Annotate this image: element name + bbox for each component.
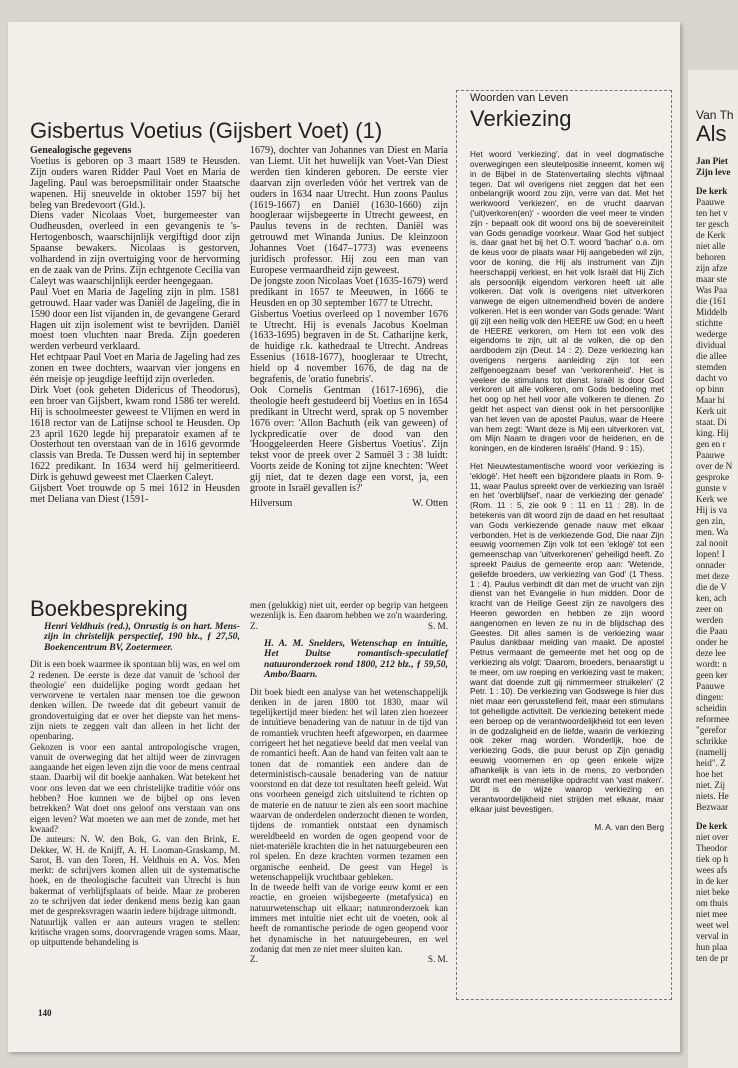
facing-page-line: dividual: [696, 340, 727, 350]
facing-page-line: niet alle: [696, 241, 726, 251]
review2-sig-left: Z.: [250, 954, 258, 965]
facing-page-line: wees afs: [696, 865, 728, 875]
facing-page-line: de Kerk: [696, 230, 726, 240]
article-place: Hilversum: [250, 498, 293, 509]
article-paragraph: Voetius is geboren op 3 maart 1589 te Heusden. Zijn ouders waren Ridder Paul Voet en Maria de Jageling. Paul was beroepsmilitair onder Staatsche wapenen. Hij sneuvelde in oktober 1597 bij het beleg van Bredevoort (Gld.).: [30, 155, 240, 211]
review-paragraph: De auteurs: N. W. den Bok, G. van den Brink, E. Dekker, W. H. de Knijff, A. H. Looman-Graskamp, M. Sarot, B. van den Toren, H. Veldhuis en A. Vos. Men merkt: de schrijvers komen allen uit de systematische hoek, en de theologische faculteit van Utrecht is hun bakermat of verblijfsplaats of beide. Maar ze proberen zo te schrijven dat ieder denkend mens bezig kan gaan met de gespreksvragen waarin iedere bijdrage uitmondt.: [30, 834, 240, 917]
facing-page-fragment: [688, 70, 738, 1068]
facing-page-line: niet. Zij: [696, 780, 726, 790]
facing-page-line: Zijn leve: [696, 167, 731, 177]
facing-page-line: ken, ach: [696, 593, 727, 603]
article-paragraph: Diens vader Nicolaas Voet, burgemeester van Oudheusden, overleed in een gevangenis te 's-Hertogenbosch, waarschijnlijk vergiftigd door zijn Spaanse bewakers. Nicolaas is gestorven, volhardend in zijn overtuiging voor de hervorming en de zaak van de Prins. Zijn echtgenote Cecilia van Caleyt was waarschijnlijk eerder heengegaan.: [30, 210, 240, 287]
article-author: W. Otten: [412, 498, 448, 509]
facing-page-line: met deze: [696, 571, 729, 581]
facing-page-line: deze lee: [696, 648, 726, 658]
woorden-author: M. A. van den Berg: [594, 822, 664, 832]
woorden-paragraph: Het woord 'verkiezing', dat in veel dogmatische overwegingen een sleutelpositie inneemt, komen wij in de Bijbel in de Statenvertaling slechts vijfmaal tegen. Dat wil overigens niet zeggen dat het een onbelangrijk woord zou zijn, verre van dat. Met het werkwoord 'verkiezen', en de vrucht daarvan ('uit)verkoren(en)' - woorden die veel meer te vinden zijn - bepaalt ook dit woord ons bij de soevereiniteit van Gods genadige voorkeur. Waar God het subject is, daar gaat het bij het O.T. woord 'bachar' o.a. om de keus voor de plaats waar Hij aangebeden wil zijn, voor de koning, die Hij als instrument van Zijn heerschappij verkiest, en het volk Israël dat Hij Zich als persoonlijk eigendom verkoren heeft uit alle volkeren. Dat volk is overigens niet uitverkoren vanwege de eigen uitnemendheid boven de andere volkeren. Het is een wonder van Gods genade: 'Want gij zijt een heilig volk den HEERE uw God; en u heeft de HEERE verkoren, om Hem tot een volk des eigendoms te zijn, uit al de volken, die op den aardbodem zijn (Deut. 14 : 2). Deze verkiezing kan overigens nergens aanleiding zijn tot een zelfgenoegzaam besef van 'verkorenheid'. Het is veeleer de stimulans tot dienst. Israël is door God verkoren uit alle volkeren, om Gods bedoeling met het oog op het heil voor alle volkeren te dienen. Zo geldt het aspect van dienst ook in het persoonlijke van het leven van de apostel Paulus, waar de Heere van hem zegt: 'Want deze is Mij een uitverkoren vat, om Mijn Naam te dragen voor de heidenen, en de koningen, en de kinderen Israëls' (Hand. 9 : 15).: [470, 150, 664, 454]
review-column-left: [30, 622, 240, 948]
facing-page-line: zijn afze: [696, 263, 728, 273]
facing-page-line: De kerk: [696, 821, 728, 831]
facing-page-line: ten het v: [696, 208, 728, 218]
article-paragraph: Het echtpaar Paul Voet en Maria de Jageling had zes zonen en twee dochters, waarvan vier jongens en één meisje op jeugdige leeftijd zijn overleden.: [30, 352, 240, 386]
article-signature: [250, 499, 448, 510]
facing-page-line: men. Wa: [696, 527, 729, 537]
facing-page-line: dingen:: [696, 692, 724, 702]
facing-page-line: Jan Piet: [696, 156, 728, 166]
article-paragraph: 1679), dochter van Johannes van Diest en Maria van Liemt. Uit het huwelijk van Voet-Van Diest werden tien kinderen geboren. De eerste vier daarvan zijn overleden vóór het vertrek van de ouders in 1634 naar Utrecht. Hun zoons Paulus (1619-1667) en Daniël (1630-1660) zijn hoogleraar wijsbegeerte in Utrecht geweest, en Paulus tevens in de rechten. Daniël was getrouwd met Winanda Junius. De kleinzoon Johannes Voet (1647–1773) was eveneens juridisch professor. Hij zou een man van Europese vermaardheid zijn geweest.: [250, 145, 448, 276]
woorden-label: Woorden van Leven: [470, 92, 569, 104]
facing-page-line: gen zin,: [696, 516, 726, 526]
article-paragraph: Paul Voet en Maria de Jageling zijn in plm. 1581 getrouwd. Haar vader was Daniël de Jageling, die in 1590 door een list vijanden in, de gevangene Gerard Hagen uit zijn isolement wist te bevrijden. Daniël moest toen vluchten naar Breda. Zijn goederen werden verbeurd verklaard.: [30, 286, 240, 353]
article-column-left: [30, 146, 240, 506]
facing-page-line: Theodor: [696, 843, 728, 853]
facing-page-line: op binn: [696, 384, 724, 394]
facing-page-line: niet mee: [696, 909, 728, 919]
review2-signature: [250, 954, 448, 964]
facing-page-line: geen ker: [696, 670, 728, 680]
facing-page-line: dacht vo: [696, 373, 728, 383]
facing-page-line: niets. He: [696, 791, 729, 801]
facing-page-line: staat. Di: [696, 417, 727, 427]
facing-page-line: Als: [696, 121, 727, 146]
woorden-header: [470, 92, 662, 132]
facing-page-line: wederge: [696, 329, 727, 339]
boekbespreking-header: Boekbespreking: [30, 596, 188, 621]
facing-page-line: Paauwe: [696, 681, 725, 691]
facing-page-line: reformee: [696, 714, 730, 724]
facing-page-line: schrikke: [696, 736, 728, 746]
facing-page-line: Maar hi: [696, 395, 725, 405]
facing-page-line: niet beke: [696, 887, 730, 897]
woorden-text: [470, 142, 664, 833]
woorden-title: Verkiezing: [470, 106, 572, 131]
review1-signature: [250, 621, 448, 631]
facing-page-line: Bezwaar: [696, 802, 729, 812]
review-paragraph: Dit boek biedt een analyse van het wetenschappelijk denken in de jaren 1800 tot 1830, maar wil tegelijkertijd meer bieden: het wil laten zien hoezeer de intuïtieve benadering van de natuur in de tijd van de romantiek vruchten heeft afgeworpen, en daarmee corrigeert het het negatieve beeld dat men veelal van de romantici heeft. Aan de hand van feiten valt aan te tonen dat de romantiek een andere dan de deterministisch-causale benadering van de natuur voorstond en dat deze tot resultaten heeft geleid. Wat ons voorheen geneigd zich uitsluitend te richten op de materie en de natuur te zien als een soort machine waarvan de onderdelen onderzocht dienen te worden, tijdens de romantiek ontstaat een dynamisch wereldbeeld en worden de ogen geopend voor de niet-materiële krachten die in het natuurgebeuren een rol spelen. En deze krachten vormen tezamen een organische eenheid. De geest van Hegel is wetenschappelijk vruchtbaar gebleken.: [250, 686, 448, 882]
facing-page-line: onnader: [696, 560, 726, 570]
article-title: Gisbertus Voetius (Gijsbert Voet) (1): [30, 118, 383, 143]
facing-page-line: Middelb: [696, 307, 728, 317]
facing-page-line: in de ker: [696, 876, 729, 886]
facing-page-line: Paauwe: [696, 450, 725, 460]
facing-page-line: die Paau: [696, 626, 728, 636]
article-paragraph: Gijsbert Voet trouwde op 5 mei 1612 in Heusden met Deliana van Diest (1591-: [30, 483, 240, 505]
facing-page-line: (namelij: [696, 747, 727, 757]
facing-page-line: hoe het: [696, 769, 723, 779]
article-paragraph: Gisbertus Voetius overleed op 1 november 1676 te Utrecht. Hij is evenals Jacobus Koelman (1633-1695) begraven in de St. Catharijne kerk, de huidige r.k. kathedraal te Utrecht. Andreas Essenius (1618-1677), hoogleraar te Utrecht, hield op 4 november 1676, de dag na de begrafenis, de 'oratio funebris'.: [250, 308, 448, 386]
facing-page-line: niet over: [696, 832, 729, 842]
facing-page-line: Kerk uit: [696, 406, 727, 416]
book2-citation: H. A. M. Snelders, Wetenschap en intuïtie, Het Duitse romantisch-speculatief natuuronderzoek rond 1800, 212 blz., ƒ 59,50, Ambo/Baarn.: [264, 637, 448, 681]
facing-page-line: om thuis: [696, 898, 728, 908]
article-column-right: [250, 146, 448, 510]
facing-page-line: behoren: [696, 252, 726, 262]
review2-sig-right: S. M.: [427, 954, 448, 965]
facing-page-line: gunste v: [696, 483, 727, 493]
facing-page-line: stemden: [696, 362, 727, 372]
facing-page-line: wordt: n: [696, 659, 727, 669]
facing-page-line: king. Hij: [696, 428, 729, 438]
facing-page-line: die de V: [696, 582, 727, 592]
facing-page-line: gen en r: [696, 439, 726, 449]
facing-page-line: zeer on: [696, 604, 723, 614]
woorden-paragraph: Het Nieuwtestamentische woord voor verkiezing is 'eklogè'. Het heeft een bijzondere plaats in Rom. 9-11, waar Paulus spreekt over de verkiezing van Israël en het 'overblijfsel', naar de verkiezing der genade' (Rom. 11 : 5, zie ook 9 : 11 en 11 : 28). In de betekenis van dit woord zijn de daad en het resultaat van Gods verkiezende genade nauw met elkaar verbonden. Het is de verkiezende God, Die naar Zijn eeuwig voornemen Zijn volk tot een 'eklogè' tot een gemeenschap van 'uitverkorenen' geheiligd heeft. Zo spreekt Paulus de gemeente erop aan: 'Wetende, geliefde broeders, uw verkiezing van God' (1 Thess. 1 : 4). Paulus verbindt dit dan met de vrucht van zijn dienst van het Evangelie in hun midden. Door de kracht van de Heilige Geest zijn ze navolgers des Heeren geworden en hebben ze zijn woord aangenomen en leven ze nu in de blijdschap des Geestes. Dit alles samen is de verkiezing waar Paulus dankbaar melding van maakt. De apostel Petrus vermaant de gemeente met het oog op de verkiezing als volgt: 'Daarom, broeders, benaarstigt u te meer, om uw roeping en verkiezing vast te maken; want dat doende zult gij nimmermeer struikelen' (2 Petr. 1 : 10). De verkiezing van Godswege is hier dus niet maar een gerusstellend feit, maar een stimulans tot geheiligde activiteit. De verkiezing betekent mede een beroep op de verantwoordelijkheid tot een leven in de godzaligheid en de liefde, waarin de verkiezing ook zeker mag worden. Wonderlijk, hoe de verkiezing Gods, die puur berust op Zijn genadig eeuwig voornemen en op geen enkele wijze afhankelijk is van iets in de mens, zo verbonden wordt met een menselijke opdracht van 'vast maken'. Dit is de wijze waarop verkiezing en verantwoordelijkheid niet strijden met elkaar, maar elkaar juist bevestigen.: [470, 462, 664, 814]
facing-page-line: heid". Z: [696, 758, 726, 768]
page-number: 140: [38, 1008, 52, 1018]
facing-page-line: weet wel: [696, 920, 729, 930]
book1-continued: men (gelukkig) niet uit, eerder op begrip van hetgeen wezenlijk is. Een daarom hebben we zo'n waardering.: [250, 600, 448, 621]
facing-page-line: Van Th: [696, 108, 734, 122]
article-paragraph: De jongste zoon Nicolaas Voet (1635-1679) werd predikant in 1657 te Meeuwen, in 1666 te Heusden en op 30 september 1677 te Utrecht.: [250, 275, 448, 309]
facing-page-line: werden: [696, 615, 724, 625]
article-subhead: Genealogische gegevens: [30, 145, 132, 156]
facing-page-line: stichtte: [696, 318, 723, 328]
article-paragraph: Ook Cornelis Gentman (1617-1696), die theologie heeft gestudeerd bij Voetius en in 1654 predikant in Utrecht werd, sprak op 5 november 1676 over: 'Allon Bachuth (eik van geween) of lyckpredicatie over de dood van den 'Hooggeleerden Heere Gisbertus Voetius'. Zijn tekst voor de preek over 2 Samuël 3 : 38 luidt: Voorts zeide de Koning tot zijne knechten: 'Weet gij niet, dat te dezen dage een vorst, ja, een groote in Israël gevallen is?': [250, 384, 448, 495]
facing-page-line: ten de pr: [696, 953, 729, 963]
facing-page-line: over de N: [696, 461, 733, 471]
facing-page-line: hun plaa: [696, 942, 728, 952]
facing-page-line: Hij is va: [696, 505, 728, 515]
facing-page-line: die (161: [696, 296, 727, 306]
review1-sig-right: S. M.: [427, 620, 448, 631]
facing-page-line: onder he: [696, 637, 728, 647]
facing-page-line: scheidin: [696, 703, 727, 713]
facing-page-line: Paauwe: [696, 197, 725, 207]
facing-page-line: Kerk we: [696, 494, 728, 504]
review-paragraph: Natuurlijk vallen er aan auteurs vragen te stellen: kritische vragen soms, doorvragende vragen soms. Maar, op uitputtende behandeling is: [30, 916, 240, 948]
facing-page-line: De kerk: [696, 186, 728, 196]
facing-page-line: "gerefor: [696, 725, 727, 735]
review1-sig-left: Z.: [250, 620, 258, 631]
review-paragraph: Dit is een boek waarmee ik spontaan blij was, en wel om 2 redenen. De eerste is deze dat vanuit de 'school der theologie' een duidelijke poging wordt gedaan het verworvene te vertalen naar mensen toe die gewoon denken willen. De tweede dat dit gebeurt vanuit de grondovertuiging dat er over het diepste van het mens-zijn niets te zeggen valt dan alleen in het licht der openbaring.: [30, 659, 240, 742]
facing-page-line: maar ste: [696, 274, 727, 284]
facing-page-line: lopen! I: [696, 549, 725, 559]
facing-page-line: zal nooit: [696, 538, 728, 548]
review-column-right: [250, 600, 448, 965]
facing-page-line: die allee: [696, 351, 727, 361]
review-paragraph: In de tweede helft van de vorige eeuw komt er een reactie, en groeien wijsbegeerte (metafysica) en natuurwetenschap uit elkaar; natuuronderzoek kan immers met intuïtie niet echt uit de voeten, ook al heeft de romantische periode de ogen geopend voor het dynamische in het natuurgebeuren, en wel zodanig dat men ze niet meer sluiten kan.: [250, 882, 448, 954]
facing-page-line: Was Paa: [696, 285, 728, 295]
facing-page-line: gesproke: [696, 472, 730, 482]
review-paragraph: Gekozen is voor een aantal antropologische vragen, vanuit de overweging dat het altijd weer de zinvragen aangaande het eigen leven zijn die voor de mens centraal staan. Daarbij wil dit boekje aanhaken. Wat betekent het voor ons leven dat we een christelijke traditie vóór ons hebben? Hoe kunnen we de bijbel op ons leven betrekken? Wat doet ons geloof ons verstaan van ons eigen leven? Wat moeten we aan met de zonde, met het kwaad?: [30, 741, 240, 834]
book1-citation: Henri Veldhuis (red.), Onrustig is on hart. Mens-zijn in christelijk perspectief, 190 blz., ƒ 27,50, Boekencentrum BV, Zoetermeer.: [44, 621, 240, 653]
facing-page-line: ter gesch: [696, 219, 729, 229]
facing-page-line: tiek op h: [696, 854, 729, 864]
facing-page-line: verval in: [696, 931, 729, 941]
article-paragraph: Dirk Voet (ook geheten Didericus of Theodorus), een broer van Gijsbert, kwam rond 1586 ter wereld. Hij is schoolmeester geweest te Vlijmen en werd in 1618 rector van de Latijnse school te Heusden. Op 23 april 1620 legde hij preparatoir examen af te Oosterhout ten overstaan van de in 1616 gevormde classis van Breda. Te Dussen werd hij in september 1622 predikant. In 1634 werd hij gelmeritieerd. Dirk is gehuwd geweest met Claerken Caleyt.: [30, 384, 240, 484]
